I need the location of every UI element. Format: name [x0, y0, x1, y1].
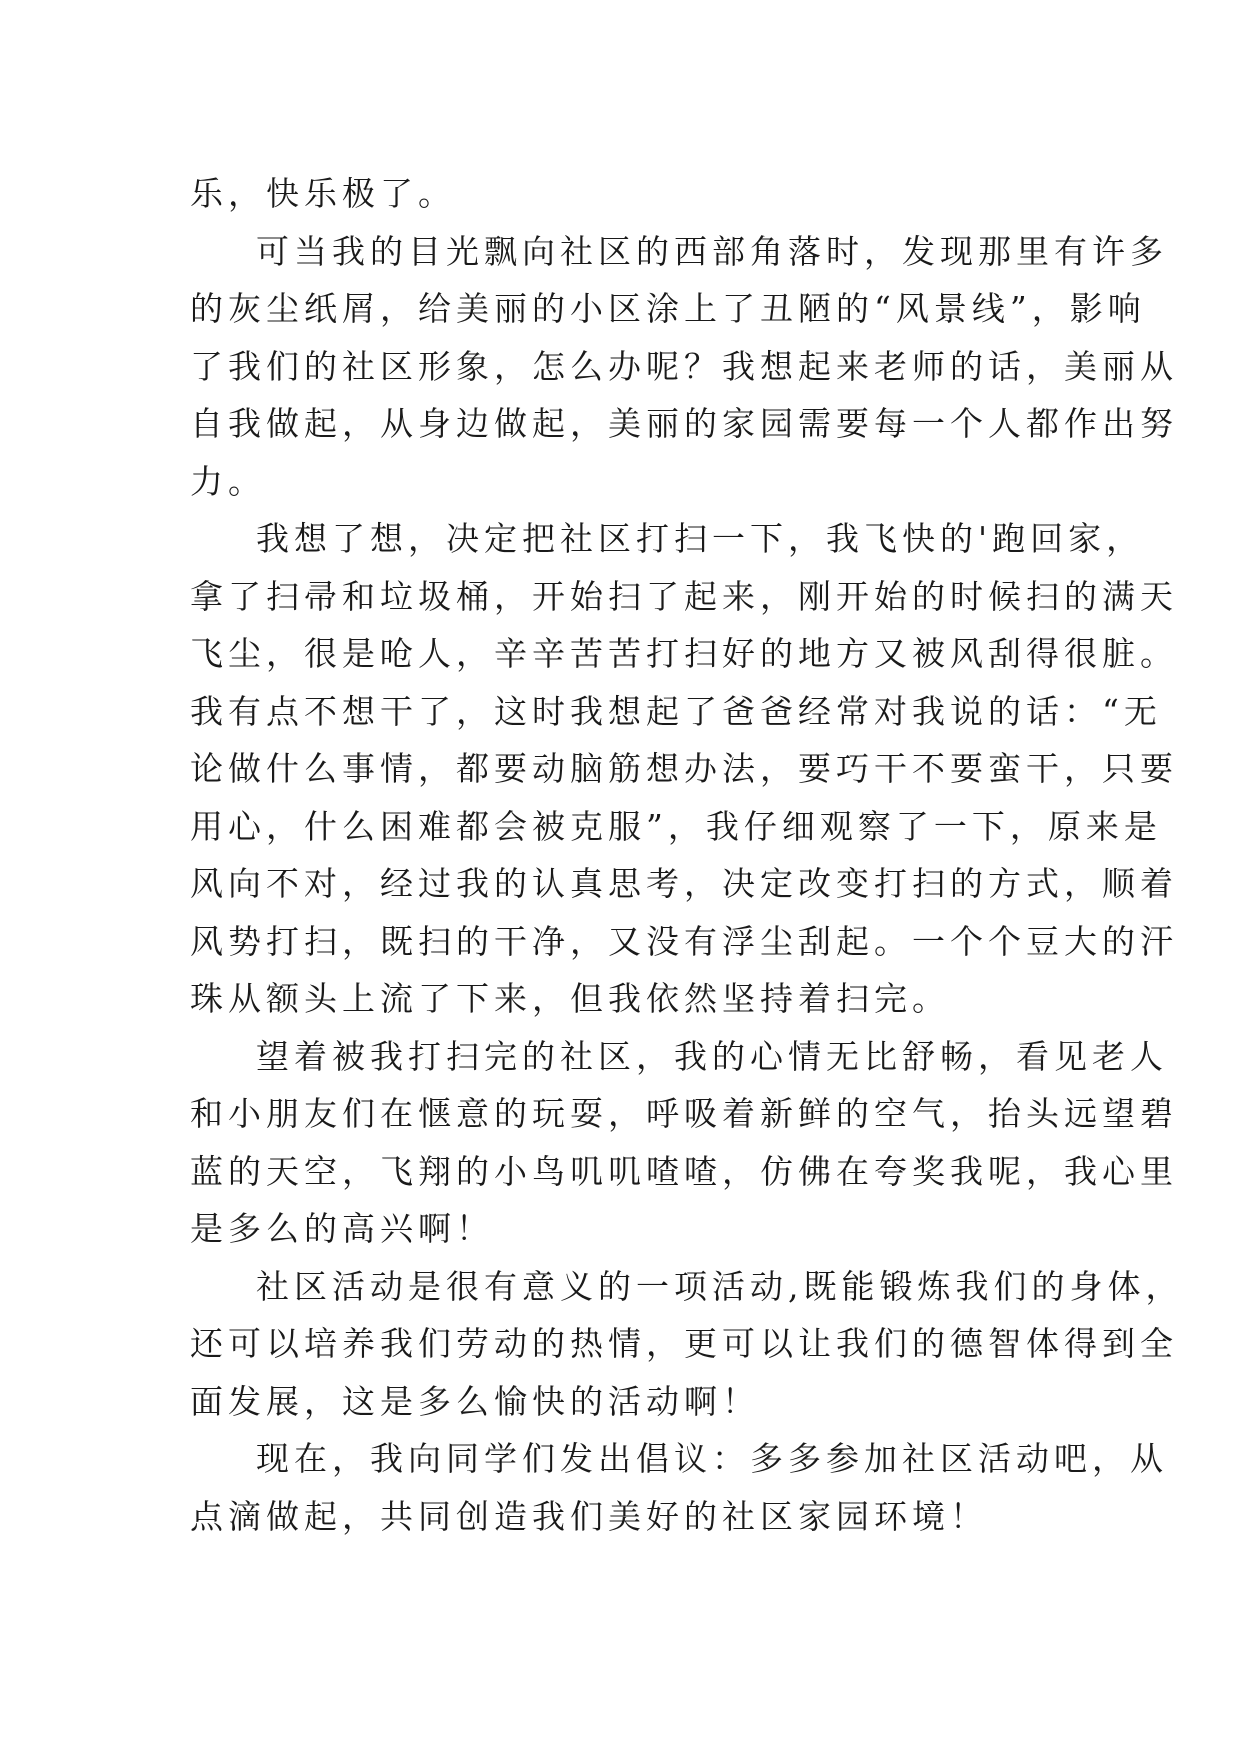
text-line: 我想了想，决定把社区打扫一下，我飞快的'跑回家， — [256, 519, 1145, 558]
text-line: 和小朋友们在惬意的玩耍，呼吸着新鲜的空气，抬头远望碧 — [190, 1094, 1178, 1133]
text-line: 现在，我向同学们发出倡议：多多参加社区活动吧，从 — [256, 1439, 1168, 1478]
text-line: 面发展，这是多么愉快的活动啊！ — [190, 1381, 760, 1421]
text-line: 乐，快乐极了。 — [190, 174, 456, 213]
text-line: 可当我的目光飘向社区的西部角落时，发现那里有许多 — [256, 231, 1168, 271]
text-line: 了我们的社区形象，怎么办呢？我想起来老师的话，美丽从 — [190, 346, 1178, 386]
text-line: 风势打扫，既扫的干净，又没有浮尘刮起。一个个豆大的汗 — [190, 921, 1178, 961]
text-line: 风向不对，经过我的认真思考，决定改变打扫的方式，顺着 — [190, 864, 1178, 903]
text-line: 蓝的天空，飞翔的小鸟叽叽喳喳，仿佛在夸奖我呢，我心里 — [190, 1151, 1178, 1191]
text-line: 是多么的高兴啊！ — [190, 1209, 494, 1248]
text-line: 我有点不想干了，这时我想起了爸爸经常对我说的话：“无 — [190, 691, 1162, 731]
text-line: 还可以培养我们劳动的热情，更可以让我们的德智体得到全 — [190, 1324, 1178, 1363]
text-line: 的灰尘纸屑，给美丽的小区涂上了丑陋的“风景线”，影响 — [190, 289, 1146, 328]
text-line: 论做什么事情，都要动脑筋想办法，要巧干不要蛮干，只要 — [190, 749, 1178, 788]
text-line: 力。 — [190, 461, 266, 501]
document-body — [190, 165, 1184, 1545]
text-line: 点滴做起，共同创造我们美好的社区家园环境！ — [190, 1496, 988, 1536]
text-line: 珠从额头上流了下来，但我依然坚持着扫完。 — [190, 979, 950, 1018]
text-line: 社区活动是很有意义的一项活动,既能锻炼我们的身体， — [256, 1266, 1184, 1306]
text-line: 自我做起，从身边做起，美丽的家园需要每一个人都作出努 — [190, 404, 1178, 443]
text-line: 飞尘，很是呛人，辛辛苦苦打扫好的地方又被风刮得很脏。 — [190, 634, 1178, 673]
text-line: 拿了扫帚和垃圾桶，开始扫了起来，刚开始的时候扫的满天 — [190, 576, 1178, 616]
text-line: 望着被我打扫完的社区，我的心情无比舒畅，看见老人 — [256, 1036, 1168, 1076]
text-line: 用心，什么困难都会被克服”，我仔细观察了一下，原来是 — [190, 806, 1162, 846]
